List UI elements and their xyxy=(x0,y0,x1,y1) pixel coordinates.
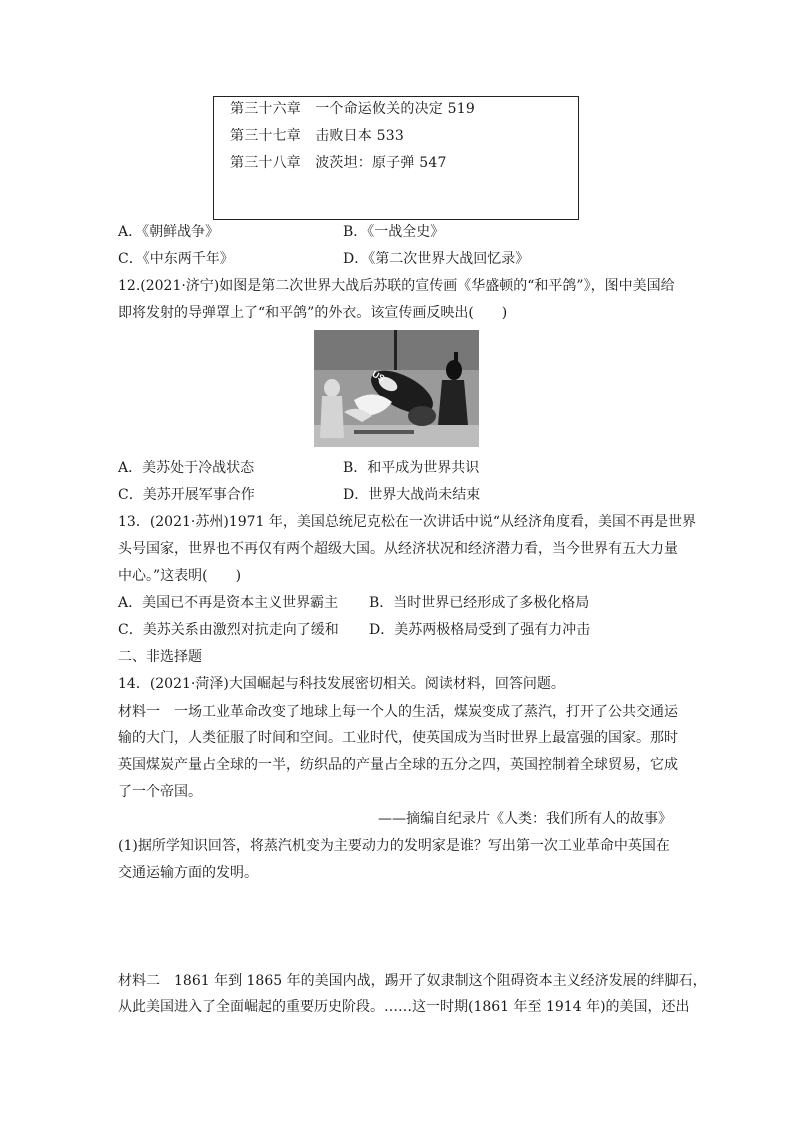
toc-line xyxy=(230,98,475,118)
q12-stem-line-2: 即将发射的导弹罩上了“和平鸽”的外衣。该宣传画反映出( ) xyxy=(118,305,508,321)
q13-option-c: C．美苏关系由激烈对抗走向了缓和 xyxy=(118,622,339,638)
toc-chapter: 第三十七章 xyxy=(230,128,301,144)
q14-sub1-line: (1)据所学知识回答，将蒸汽机变为主要动力的发明家是谁？写出第一次工业革命中英国在 xyxy=(118,838,670,854)
q13-stem-line-1: 13．(2021·苏州)1971 年，美国总统尼克松在一次讲话中说“从经济角度看，美国不再是世界 xyxy=(118,514,697,530)
q14-material1-line: 了一个帝国。 xyxy=(118,784,202,800)
q11-option-c: C．《中东两千年》 xyxy=(118,251,234,267)
q12-option-d: D．世界大战尚未结束 xyxy=(343,487,481,503)
missile-label: US xyxy=(370,368,387,384)
q12-option-a: A．美苏处于冷战状态 xyxy=(118,460,255,476)
q14-material1-line: 材料一 一场工业革命改变了地球上每一个人的生活，煤炭变成了蒸汽，打开了公共交通运 xyxy=(118,704,678,720)
q14-stem: 14．(2021·菏泽)大国崛起与科技发展密切相关。阅读材料，回答问题。 xyxy=(118,676,565,692)
toc-title: 波茨坦：原子弹 547 xyxy=(315,155,447,171)
q11-option-d: D．《第二次世界大战回忆录》 xyxy=(343,251,530,267)
q13-stem-line-2: 头号国家，世界也不再仅有两个超级大国。从经济状况和经济潜力看，当今世界有五大力量 xyxy=(118,541,678,557)
q14-sub1-line: 交通运输方面的发明。 xyxy=(118,865,258,881)
q13-option-d: D．美苏两极格局受到了强有力冲击 xyxy=(369,622,591,638)
q12-option-b: B．和平成为世界共识 xyxy=(343,460,480,476)
q14-material2-line: 从此美国进入了全面崛起的重要历史阶段。……这一时期(1861 年至 1914 年)的美国，还出 xyxy=(118,999,690,1015)
q12-option-c: C．美苏开展军事合作 xyxy=(118,487,255,503)
toc-line xyxy=(230,152,447,172)
toc-line xyxy=(230,125,404,145)
q11-option-a: A．《朝鲜战争》 xyxy=(118,224,220,240)
toc-box xyxy=(213,96,579,220)
q13-option-b: B．当时世界已经形成了多极化格局 xyxy=(369,595,590,611)
q14-material1-line: 输的大门，人类征服了时间和空间。工业时代，使英国成为当时世界上最富强的国家。那时 xyxy=(118,730,678,746)
section-heading: 二、非选择题 xyxy=(118,649,202,665)
q14-material2-line: 材料二 1861 年到 1865 年的美国内战，踢开了奴隶制这个阻碍资本主义经济发展的绊脚石， xyxy=(118,973,707,989)
q11-option-b: B．《一战全史》 xyxy=(343,224,445,240)
toc-chapter: 第三十六章 xyxy=(230,101,301,117)
toc-title: 击败日本 533 xyxy=(315,128,404,144)
toc-title: 一个命运攸关的决定 519 xyxy=(315,101,475,117)
propaganda-cartoon-image xyxy=(314,330,479,447)
q12-stem-line-1: 12.(2021·济宁)如图是第二次世界大战后苏联的宣传画《华盛顿的“和平鸽”》，图中美国给 xyxy=(118,278,675,294)
q14-material1-line: 英国煤炭产量占全球的一半，纺织品的产量占全球的五分之四，英国控制着全球贸易，它成 xyxy=(118,757,678,773)
q13-option-a: A．美国已不再是资本主义世界霸主 xyxy=(118,595,339,611)
q14-material1-source: ——摘编自纪录片《人类：我们所有人的故事》 xyxy=(378,811,672,827)
q13-stem-line-3: 中心。”这表明( ) xyxy=(118,568,242,584)
toc-chapter: 第三十八章 xyxy=(230,155,301,171)
